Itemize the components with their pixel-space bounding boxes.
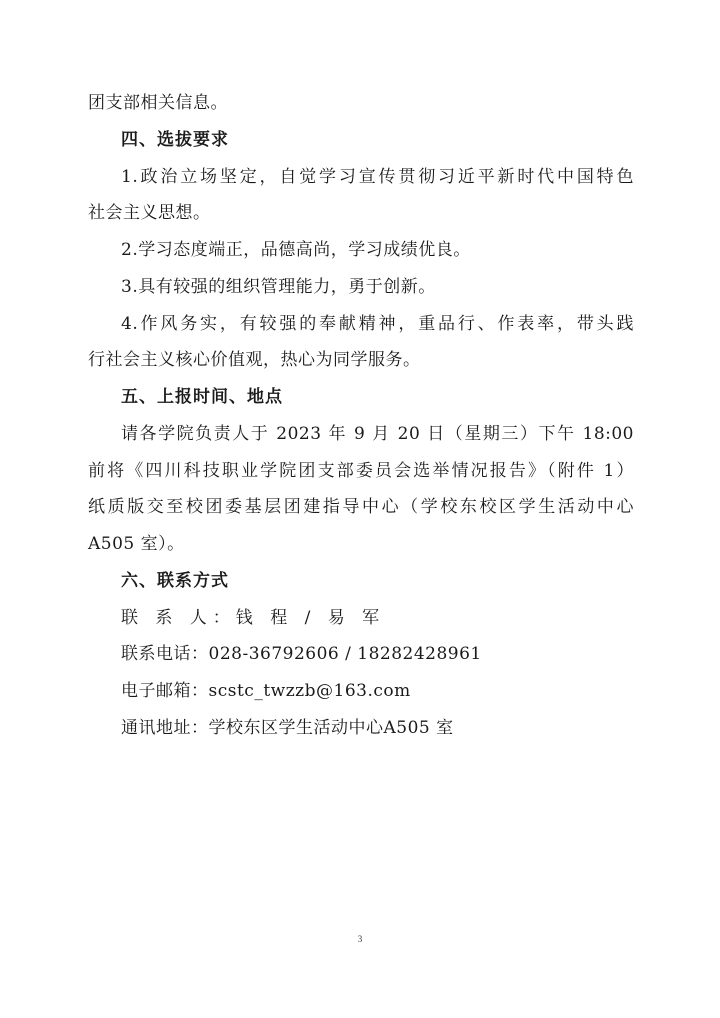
section-heading-selection-requirements: 四、选拔要求 <box>121 130 229 150</box>
paragraph-line: 社会主义思想。 <box>88 203 211 223</box>
paragraph-line: 纸质版交至校团委基层团建指导中心（学校东校区学生活动中心 <box>88 497 634 517</box>
paragraph-line: 前将《四川科技职业学院团支部委员会选举情况报告》（附件 1） <box>88 461 634 481</box>
paragraph-line: 行社会主义核心价值观，热心为同学服务。 <box>88 350 421 370</box>
contact-address: 通讯地址：学校东区学生活动中心A505 室 <box>121 718 454 738</box>
paragraph-line: 1.政治立场坚定，自觉学习宣传贯彻习近平新时代中国特色 <box>121 167 634 187</box>
contact-phone: 联系电话：028-36792606 / 18282428961 <box>121 644 482 664</box>
paragraph-line: 请各学院负责人于 2023 年 9 月 20 日（星期三）下午 18:00 <box>121 424 634 444</box>
section-heading-submission-time-place: 五、上报时间、地点 <box>121 387 283 407</box>
contact-email: 电子邮箱：scstc_twzzb@163.com <box>121 681 411 701</box>
page-number: 3 <box>357 934 363 944</box>
paragraph-line: A505 室）。 <box>88 534 185 554</box>
section-heading-contact-info: 六、联系方式 <box>121 571 229 591</box>
contact-person: 联 系 人：钱 程 / 易 军 <box>121 608 386 628</box>
paragraph-line: 4.作风务实，有较强的奉献精神，重品行、作表率，带头践 <box>121 314 634 334</box>
paragraph-line: 团支部相关信息。 <box>88 93 228 113</box>
paragraph-line: 3.具有较强的组织管理能力，勇于创新。 <box>121 277 436 297</box>
paragraph-line: 2.学习态度端正，品德高尚，学习成绩优良。 <box>121 240 471 260</box>
